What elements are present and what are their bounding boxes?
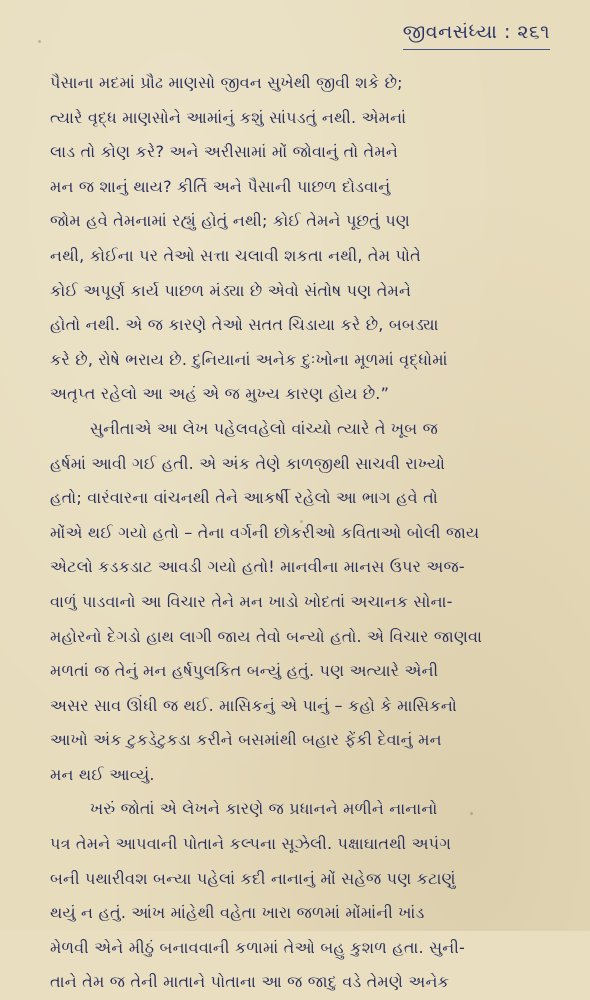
text-line: તાને તેમ જ તેની માતાને પોતાના આ જ જાદુ વડે તેમણે અનેક	[50, 972, 450, 992]
paragraph-3	[50, 792, 560, 1000]
paragraph-2	[50, 412, 560, 793]
body-text	[50, 66, 560, 1000]
paragraph-1	[50, 66, 560, 412]
text-line: ખરું જોતાં એ લેખને કારણે જ પ્રધાનને મળીને નાનાનો	[90, 799, 438, 819]
text-line: જોમ હવે તેમનામાં રહ્યું હોતું નથી; કોઈ તેમને પૂછતું પણ	[50, 211, 410, 231]
text-line: આખો અંક ટુકડેટુકડા કરીને બસમાંથી બહાર ફેંકી દેવાનું મન	[50, 730, 442, 750]
text-line: પત્ર તેમને આપવાની પોતાને કલ્પના સૂઝેલી. પક્ષાઘાતથી અપંગ	[50, 834, 452, 854]
text-line: મન થઈ આવ્યું.	[50, 764, 155, 784]
text-line: મળતાં જ તેનું મન હર્ષપુલકિત બન્યું હતું. પણ અત્યારે એની	[50, 661, 439, 681]
text-line: હોતો નથી. એ જ કારણે તેઓ સતત ચિડાયા કરે છે, બબડ્યા	[50, 315, 439, 335]
text-line: મહોરનો દેગડો હાથ લાગી જાય તેવો બન્યો હતો. એ વિચાર જાણવા	[50, 626, 483, 646]
text-line: નથી, કોઈના પર તેઓ સત્તા ચલાવી શકતા નથી, તેમ પોતે	[50, 245, 421, 265]
text-line: મન જ શાનું થાય? કીર્તિ અને પૈસાની પાછળ દોડવાનું	[50, 176, 391, 196]
text-line: ત્યારે વૃદ્ધ માણસોને આમાંનું કશું સાંપડતું નથી. એમનાં	[50, 107, 407, 127]
text-line: વાળું પાડવાનો આ વિચાર તેને મન ખાડો ખોદતાં અચાનક સોના-	[50, 591, 453, 611]
text-line: મોંએ થઈ ગયો હતો – તેના વર્ગની છોકરીઓ કવિતાઓ બોલી જાય	[50, 522, 480, 542]
text-line: મેળવી એને મીઠું બનાવવાની કળામાં તેઓ બહુ કુશળ હતા. સુની-	[50, 937, 465, 957]
text-line: હતો; વારંવારના વાંચનથી તેને આકર્ષી રહેલો આ ભાગ હવે તો	[50, 488, 438, 508]
text-line: એટલો કડકડાટ આવડી ગયો હતો! માનવીના માનસ ઉપર અજ-	[50, 557, 465, 577]
running-header	[403, 8, 550, 50]
text-line: કરે છે, રોષે ભરાય છે. દુનિયાનાં અનેક દુઃખોના મૂળમાં વૃદ્ધોમાં	[50, 349, 448, 369]
text-line: અસર સાવ ઊંધી જ થઈ. માસિકનું એ પાનું – કહો કે માસિકનો	[50, 695, 457, 715]
text-line: બની પથારીવશ બન્યા પહેલાં કદી નાનાનું મોં સહેજ પણ કટાણું	[50, 868, 456, 888]
text-line: થયું ન હતું. આંખ માંહેથી વહેતા ખારા જળમાં મોંમાંની ખાંડ	[50, 903, 425, 923]
text-line: પૈસાના મદમાં પ્રૌઢ માણસો જીવન સુખેથી જીવી શકે છે;	[50, 73, 403, 92]
text-line: કોઈ અપૂર્ણ કાર્ય પાછળ મંડ્યા છે એવો સંતોષ પણ તેમને	[50, 280, 412, 300]
text-line: હર્ષમાં આવી ગઈ હતી. એ અંક તેણે કાળજીથી સાચવી રાખ્યો	[50, 453, 446, 473]
text-line: અતૃપ્ત રહેલો આ અહં એ જ મુખ્ય કારણ હોય છે.”	[50, 384, 390, 404]
paper-speck	[38, 40, 41, 43]
running-title: જીવનસંધ્યા : ૨૬૧	[403, 19, 550, 50]
text-line: લાડ તો કોણ કરે? અને અરીસામાં મોં જોવાનું તો તેમને	[50, 142, 398, 162]
text-line: સુનીતાએ આ લેખ પહેલવહેલો વાંચ્યો ત્યારે તે ખૂબ જ	[90, 418, 438, 438]
